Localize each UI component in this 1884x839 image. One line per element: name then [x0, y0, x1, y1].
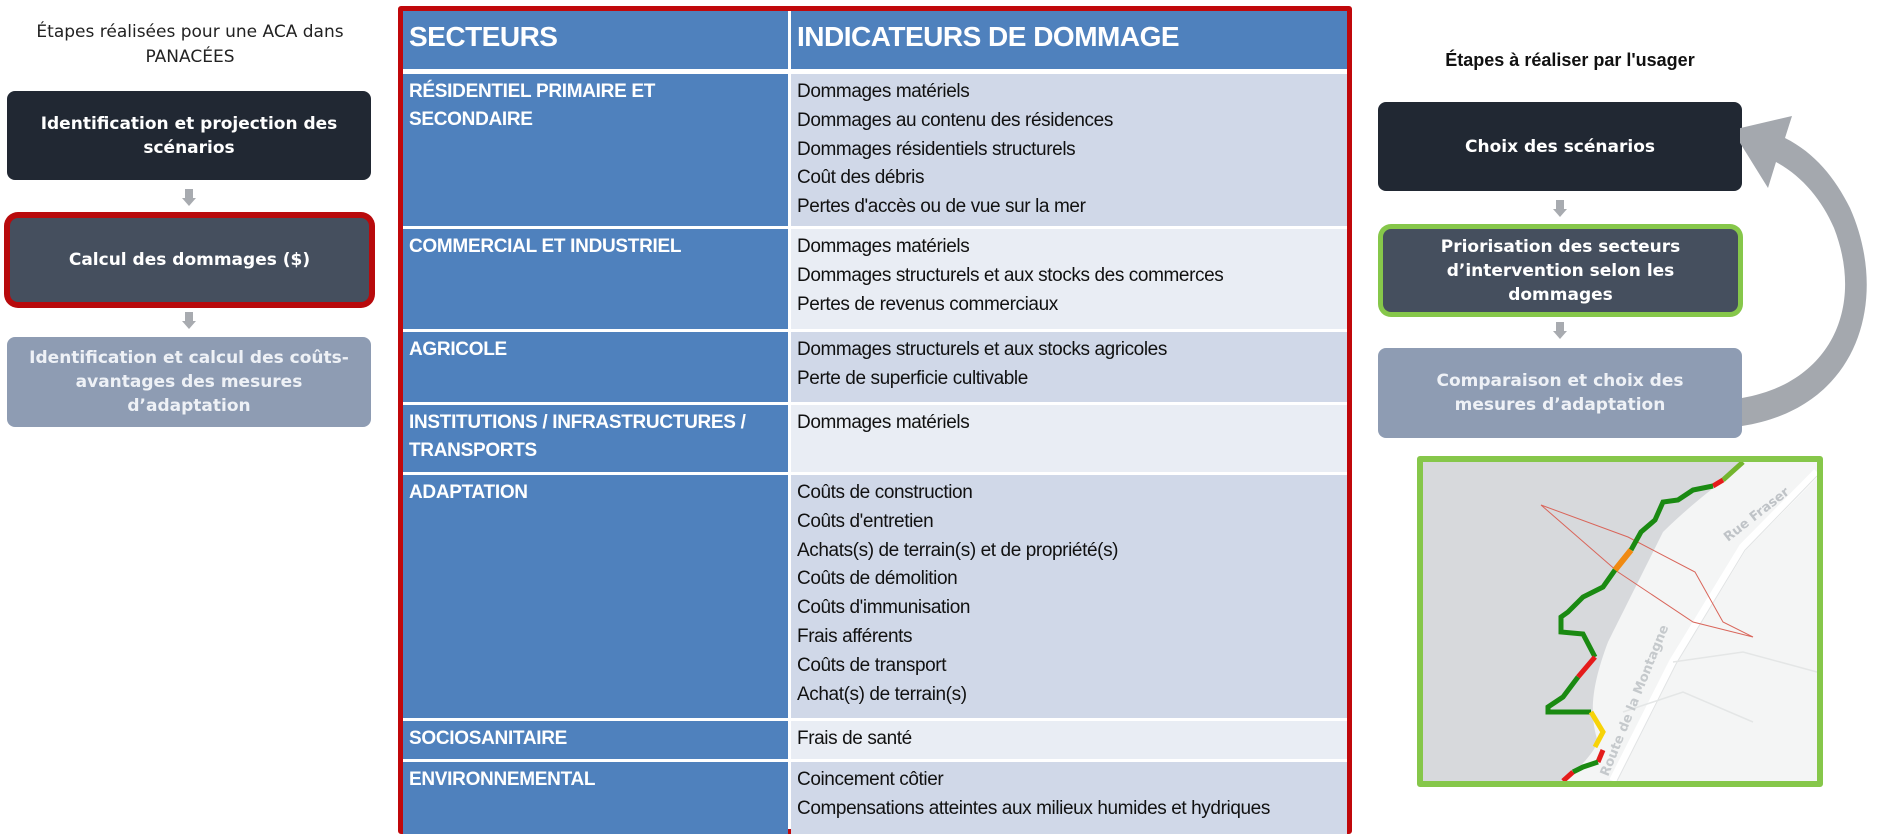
table-row — [403, 721, 1347, 759]
indicator-item: Achat(s) de terrain(s) — [797, 683, 967, 705]
damage-indicators-table — [398, 6, 1352, 834]
header-indicators: INDICATEURS DE DOMMAGE — [791, 11, 1347, 69]
sector-cell: SOCIOSANITAIRE — [403, 721, 788, 759]
indicator-cell — [791, 405, 1347, 472]
sector-cell: ENVIRONNEMENTAL — [403, 762, 788, 834]
sector-cell: AGRICOLE — [403, 332, 788, 402]
indicator-item: Coûts d'immunisation — [797, 597, 971, 619]
indicator-item: Perte de superficie cultivable — [797, 367, 1028, 389]
right-step-2[interactable] — [1383, 229, 1738, 312]
indicator-cell — [791, 229, 1347, 329]
right-step-3[interactable] — [1378, 348, 1742, 438]
table-row — [403, 332, 1347, 402]
indicator-cell — [791, 332, 1347, 402]
table-header-row — [403, 11, 1347, 69]
table-row — [403, 475, 1347, 718]
indicator-item: Dommages matériels — [797, 81, 970, 102]
table-row — [403, 405, 1347, 472]
indicator-item: Coûts de transport — [797, 654, 947, 676]
left-step-3[interactable] — [7, 337, 371, 427]
table-row — [403, 229, 1347, 329]
indicator-item: Dommages au contenu des résidences — [797, 109, 1113, 131]
header-sectors: SECTEURS — [403, 11, 788, 69]
indicator-item: Pertes de revenus commerciaux — [797, 293, 1058, 315]
down-arrow-icon — [1553, 322, 1567, 340]
indicator-item: Compensations atteintes aux milieux humides et hydriques — [797, 797, 1270, 819]
down-arrow-icon — [182, 189, 196, 207]
indicator-item: Coûts de démolition — [797, 568, 958, 590]
right-step-3-label: Comparaison et choix des mesures d’adaptation — [1436, 371, 1684, 415]
indicator-item: Dommages structurels et aux stocks agricoles — [797, 339, 1167, 360]
table-row — [403, 74, 1347, 226]
indicator-item: Coincement côtier — [797, 769, 944, 790]
indicator-item: Coût des débris — [797, 167, 925, 189]
table-row — [403, 762, 1347, 834]
indicator-item: Dommages matériels — [797, 412, 970, 433]
street-label-fraser: Rue Fraser — [1721, 484, 1793, 546]
sector-cell: RÉSIDENTIEL PRIMAIRE ET SECONDAIRE — [403, 74, 788, 226]
indicator-item: Achats(s) de terrain(s) et de propriété(s) — [797, 539, 1119, 561]
right-step-1-label: Choix des scénarios — [1464, 136, 1655, 157]
cycle-back-arrow-icon — [1740, 108, 1884, 438]
indicator-item: Dommages structurels et aux stocks des commerces — [797, 264, 1224, 286]
map-canvas — [1423, 462, 1817, 781]
down-arrow-icon — [182, 312, 196, 330]
left-step-1-label: Identification et projection des scénarios — [40, 113, 338, 158]
indicator-cell — [791, 762, 1347, 834]
left-step-2-label: Calcul des dommages ($) — [68, 250, 311, 270]
indicator-item: Frais afférents — [797, 625, 913, 647]
right-step-1[interactable] — [1378, 102, 1742, 191]
indicator-item: Dommages matériels — [797, 236, 970, 257]
indicator-item: Frais de santé — [797, 728, 912, 749]
sector-cell: ADAPTATION — [403, 475, 788, 718]
right-panel-title: Étapes à réaliser par l'usager — [1445, 50, 1695, 70]
indicator-cell — [791, 74, 1347, 226]
left-step-1[interactable] — [7, 91, 371, 180]
right-step-2-label: Priorisation des secteurs d’intervention selon les dommages — [1440, 236, 1681, 305]
damage-map[interactable] — [1417, 456, 1823, 787]
indicator-item: Pertes d'accès ou de vue sur la mer — [797, 196, 1086, 218]
indicator-cell — [791, 475, 1347, 718]
sector-cell: COMMERCIAL ET INDUSTRIEL — [403, 229, 788, 329]
left-step-3-label: Identification et calcul des coûts-avantages des mesures d’adaptation — [29, 348, 349, 416]
left-step-2[interactable] — [10, 218, 369, 302]
down-arrow-icon — [1553, 200, 1567, 218]
indicator-cell — [791, 721, 1347, 759]
sector-cell: INSTITUTIONS / INFRASTRUCTURES / TRANSPORTS — [403, 405, 788, 472]
indicator-item: Coûts de construction — [797, 482, 973, 503]
indicator-item: Dommages résidentiels structurels — [797, 138, 1076, 160]
street-label-montagne: Route de la Montagne — [1597, 622, 1673, 779]
left-panel-title: Étapes réalisées pour une ACA dans PANACÉES — [36, 22, 344, 67]
indicator-item: Coûts d'entretien — [797, 510, 934, 532]
